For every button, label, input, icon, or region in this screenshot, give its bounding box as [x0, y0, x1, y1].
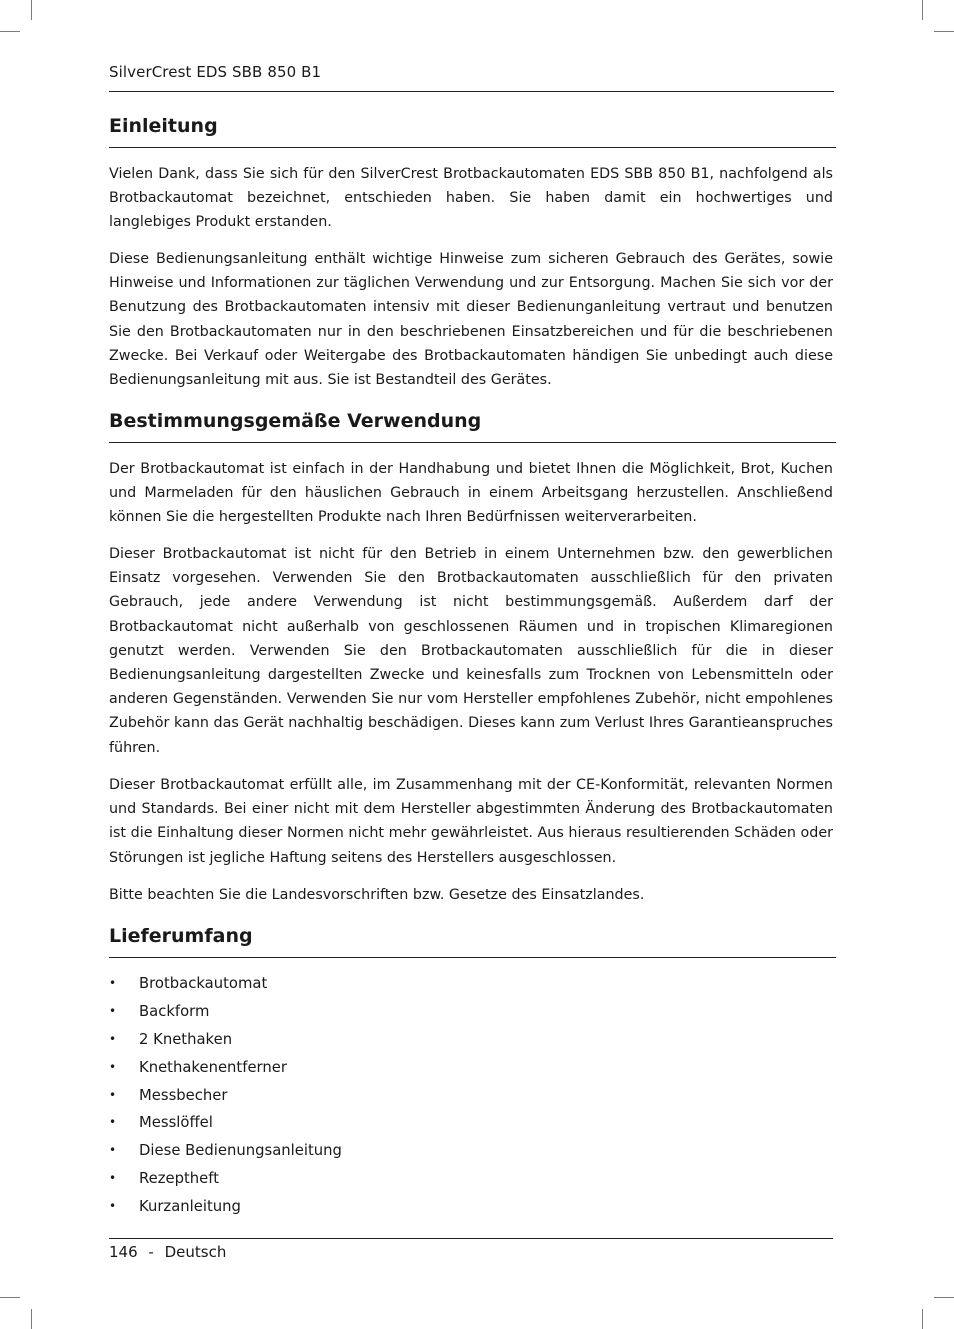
- list-item-label: Knethakenentferner: [139, 1058, 287, 1076]
- bullet-icon: •: [109, 976, 117, 990]
- list-item: [109, 1137, 342, 1165]
- crop-mark: [934, 31, 954, 32]
- paragraph: Dieser Brotbackautomat ist nicht für den Betrieb in einem Unternehmen bzw. den gewerblichen Einsatz vorgesehen. Verwenden Sie den Brotbackautomaten ausschließlich für den privaten Gebrauch, jede andere Verwendung ist nicht bestimmungsgemäß. Außerdem darf der Brotbackautomat nicht außerhalb von geschlossenen Räumen und in tropischen Klimaregionen genutzt werden. Verwenden Sie den Brotbackautomaten ausschließlich für die in dieser Bedienungsanleitung dargestellten Zwecke und keinesfalls zum Trocknen von Lebensmitteln oder anderen Gegenständen. Verwenden Sie nur vom Hersteller empfohlenes Zubehör, nicht empohlenes Zubehör kann das Gerät nachhaltig beschädigen. Dieses kann zum Verlust Ihres Garantieanspruches führen.: [109, 546, 833, 756]
- crop-mark: [31, 0, 32, 20]
- heading-divider: [109, 147, 836, 148]
- page-footer: [109, 1243, 226, 1261]
- list-item-label: Messlöffel: [139, 1114, 213, 1132]
- heading-text: Einleitung: [109, 115, 218, 137]
- page-number: 146: [109, 1243, 138, 1261]
- delivery-contents-list: [109, 970, 342, 1221]
- bullet-icon: •: [109, 1059, 117, 1074]
- crop-mark: [31, 1309, 32, 1329]
- footer-divider: [109, 1238, 833, 1239]
- bullet-icon: •: [109, 1003, 117, 1018]
- heading-divider: [109, 957, 836, 958]
- list-item: [109, 1082, 342, 1110]
- list-item-label: Messbecher: [139, 1086, 228, 1104]
- section-heading-lieferumfang: [109, 924, 836, 958]
- paragraph: Diese Bedienungsanleitung enthält wichtige Hinweise zum sicheren Gebrauch des Gerätes, sowie Hinweise und Informationen zur täglichen Verwendung und zur Entsorgung. Machen Sie sich vor der Benutzung des Brotbackautomaten intensiv mit dieser Bedienunganleitung vertraut und benutzen Sie den Brotbackautomaten nur in den beschriebenen Einsatzbereichen und für die beschriebenen Zwecke. Bei Verkauf oder Weitergabe des Brotbackautomaten händigen Sie unbedingt auch diese Bedienungsanleitung mit aus. Sie ist Bestandteil des Gerätes.: [109, 251, 833, 389]
- list-item: [109, 1109, 342, 1137]
- bullet-icon: •: [109, 1143, 117, 1158]
- list-item-label: Kurzanleitung: [139, 1198, 241, 1216]
- list-item-label: Rezeptheft: [139, 1170, 220, 1188]
- bullet-icon: •: [109, 1031, 117, 1046]
- heading-divider: [109, 442, 836, 443]
- paragraph: Bitte beachten Sie die Landesvorschriften bzw. Gesetze des Einsatzlandes.: [109, 887, 645, 903]
- list-item: [109, 1193, 342, 1221]
- list-item: [109, 1026, 342, 1054]
- running-header: SilverCrest EDS SBB 850 B1: [109, 63, 322, 81]
- header-divider: [109, 91, 834, 92]
- crop-mark: [922, 0, 923, 20]
- list-item-label: 2 Knethaken: [139, 1030, 233, 1048]
- bullet-icon: •: [109, 1199, 117, 1214]
- list-item-label: Brotbackautomat: [139, 975, 268, 992]
- bullet-icon: •: [109, 1087, 117, 1102]
- section-heading-bestimmungsgemaesse-verwendung: [109, 409, 836, 443]
- footer-language: Deutsch: [164, 1243, 227, 1261]
- section-heading-einleitung: [109, 114, 836, 148]
- paragraph: Dieser Brotbackautomat erfüllt alle, im Zusammenhang mit der CE-Konformität, relevanten Normen und Standards. Bei einer nicht mit dem Hersteller abgestimmten Änderung des Brotbackautomaten ist die Einhaltung dieser Normen nicht mehr gewährleistet. Aus hieraus resultierenden Schäden oder Störungen ist jegliche Haftung seitens des Herstellers ausgeschlossen.: [109, 777, 833, 866]
- bullet-icon: •: [109, 1115, 117, 1130]
- crop-mark: [922, 1309, 923, 1329]
- bullet-icon: •: [109, 1171, 117, 1186]
- list-item: [109, 998, 342, 1026]
- list-item: [109, 1165, 342, 1193]
- list-item-label: Backform: [139, 1002, 210, 1020]
- crop-mark: [934, 1297, 954, 1298]
- crop-mark: [0, 31, 20, 32]
- list-item-label: Diese Bedienungsanleitung: [139, 1142, 342, 1160]
- list-item: [109, 970, 342, 998]
- heading-text: Bestimmungsgemäße Verwendung: [109, 410, 482, 432]
- list-item: [109, 1054, 342, 1082]
- footer-separator: -: [148, 1243, 154, 1261]
- crop-mark: [0, 1297, 20, 1298]
- paragraph: Der Brotbackautomat ist einfach in der Handhabung und bietet Ihnen die Möglichkeit, Brot, Kuchen und Marmeladen für den häuslichen Gebrauch in einem Arbeitsgang herzustellen. Anschließend können Sie die hergestellten Produkte nach Ihren Bedürfnissen weiterverarbeiten.: [109, 461, 833, 526]
- heading-text: Lieferumfang: [109, 925, 253, 947]
- paragraph: Vielen Dank, dass Sie sich für den SilverCrest Brotbackautomaten EDS SBB 850 B1, nachfolgend als Brotbackautomat bezeichnet, entschieden haben. Sie haben damit ein hochwertiges und langlebiges Produkt erstanden.: [109, 166, 833, 231]
